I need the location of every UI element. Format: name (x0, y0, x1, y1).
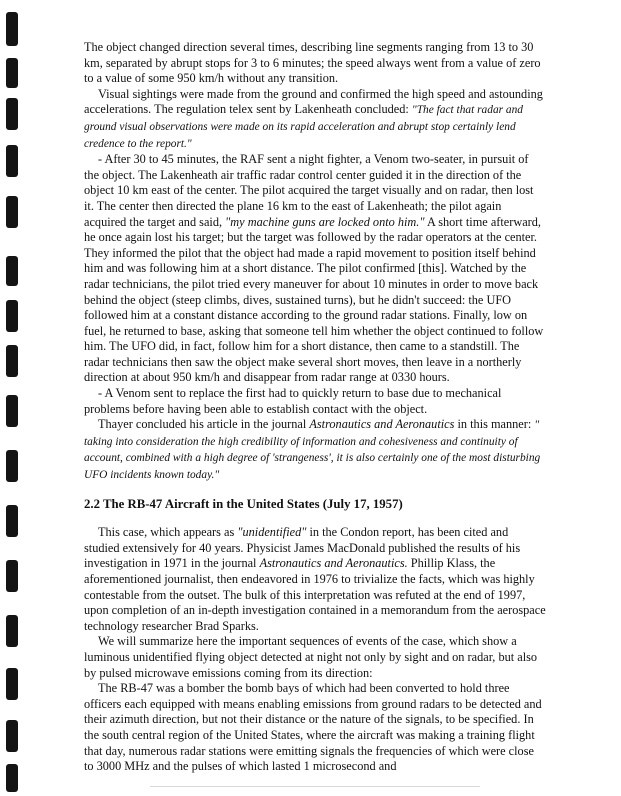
thayer-quote: " taking into consideration the high credibility of information and cohesiveness and continuity of account, combined with a high degree of 'strangeness', it is also certainly one of the most disturbing UFO incidents known today." (84, 419, 541, 482)
scan-edge-line (150, 786, 480, 787)
paragraph-second-venom: - A Venom sent to replace the first had to quickly return to base due to mechanical problems before having been able to establish contact with the object. (84, 386, 502, 416)
binding-hole (6, 12, 18, 46)
binding-hole (6, 300, 18, 332)
binding-hole (6, 615, 18, 647)
binding-hole (6, 196, 18, 228)
paragraph-direction-changes: The object changed direction several times, describing line segments ranging from 13 to 30 km, separated by abrupt stops for 3 to 6 minutes; the speed always went from a value of zero to a value of some 950 km/h without any transition. (84, 40, 541, 86)
binding-hole (6, 345, 18, 377)
paragraph-summary-intro: We will summarize here the important sequences of events of the case, which show a luminous unidentified flying object detected at night not only by sight and on radar, but also by pulsed microwave emissions coming from its direction: (84, 634, 538, 680)
binding-hole (6, 668, 18, 700)
paragraph-venom-pursuit: - After 30 to 45 minutes, the RAF sent a night fighter, a Venom two-seater, in pursuit of the object. The Lakenheath air traffic radar control center guided it in the direction of the object 10 km east of the center. The pilot acquired the target visually and on radar, then lost it. The center then directed the plane 16 km to the east of Lakenheath; the pilot again acquired the target and said, "my machine guns are locked onto him." A short time afterward, he once again lost his target; but the target was followed by the radar operators at the center. They informed the pilot that the object had made a rapid movement to position itself behind him and was following him at a short distance. The pilot confirmed [this]. Watched by the radar technicians, the pilot tried every maneuver for about 10 minutes in order to move back behind the object (steep climbs, dives, sustained turns), but he didn't succeed: the UFO followed him at a constant distance according to the ground radar stations. Finally, low on fuel, he returned to base, asking that someone tell him whether the object continued to follow him. The UFO did, in fact, follow him for a short distance, then came to a standstill. The radar technicians then saw the object make several short moves, then leave in a northerly direction at about 950 km/h and disappear from radar range at 0330 hours. (84, 152, 544, 385)
binding-hole (6, 720, 18, 752)
binding-hole (6, 145, 18, 177)
paragraph-condon-report: This case, which appears as "unidentified" in the Condon report, has been cited and studied extensively for 40 years. Physicist James MacDonald published the results of his investigation in 1971 in the journal Astronautics and Aeronautics. Phillip Klass, the aforementioned journalist, then endeavored in 1976 to trivialize the facts, which was highly contestable from the outset. The bulk of this interpretation was refuted at the end of 1997, upon completion of an in-depth investigation contained in a memorandum from the aerospace technology researcher Brad Sparks. (84, 525, 546, 633)
paragraph-thayer-conclusion: Thayer concluded his article in the journal Astronautics and Aeronautics in this manner: " taking into consideration the high credibility of information and cohesiveness and continuity of account, combined with a high degree of 'strangeness', it is also certainly one of the most disturbing UFO incidents known today." (84, 417, 541, 482)
binding-hole (6, 764, 18, 792)
journal-title: Astronautics and Aeronautics. (259, 556, 408, 571)
binding-hole (6, 58, 18, 88)
pilot-quote: "my machine guns are locked onto him." (225, 214, 425, 229)
unidentified-quote: "unidentified" (237, 525, 307, 540)
binding-hole (6, 256, 18, 286)
paragraph-rb47-description: The RB-47 was a bomber the bomb bays of which had been converted to hold three officers each equipped with means enabling emissions from ground radars to be detected and their azimuth direction, but not their distance or the nature of the signals, to be specified. In the south central region of the United States, where the aircraft was making a training flight that day, numerous radar stations were emitting signals the frequencies of which were close to 3000 MHz and the pulses of which lasted 1 microsecond and (84, 681, 542, 774)
journal-title: Astronautics and Aeronautics (309, 417, 455, 432)
telex-quote: "The fact that radar and ground visual observations were made on its rapid acceleration and abrupt stop certainly lend credence to the report." (84, 104, 524, 150)
section-heading: 2.2 The RB-47 Aircraft in the United States (July 17, 1957) (84, 496, 403, 511)
binding-hole (6, 505, 18, 537)
binding-hole (6, 450, 18, 482)
paragraph-visual-sightings: Visual sightings were made from the ground and confirmed the high speed and astounding accelerations. The regulation telex sent by Lakenheath concluded: "The fact that radar and ground visual observations were made on its rapid acceleration and abrupt stop certainly lend credence to the report." (84, 86, 543, 150)
binding-hole (6, 560, 18, 592)
binding-hole (6, 395, 18, 427)
document-body (84, 40, 546, 775)
binding-hole-strip (0, 0, 30, 796)
binding-hole (6, 98, 18, 130)
